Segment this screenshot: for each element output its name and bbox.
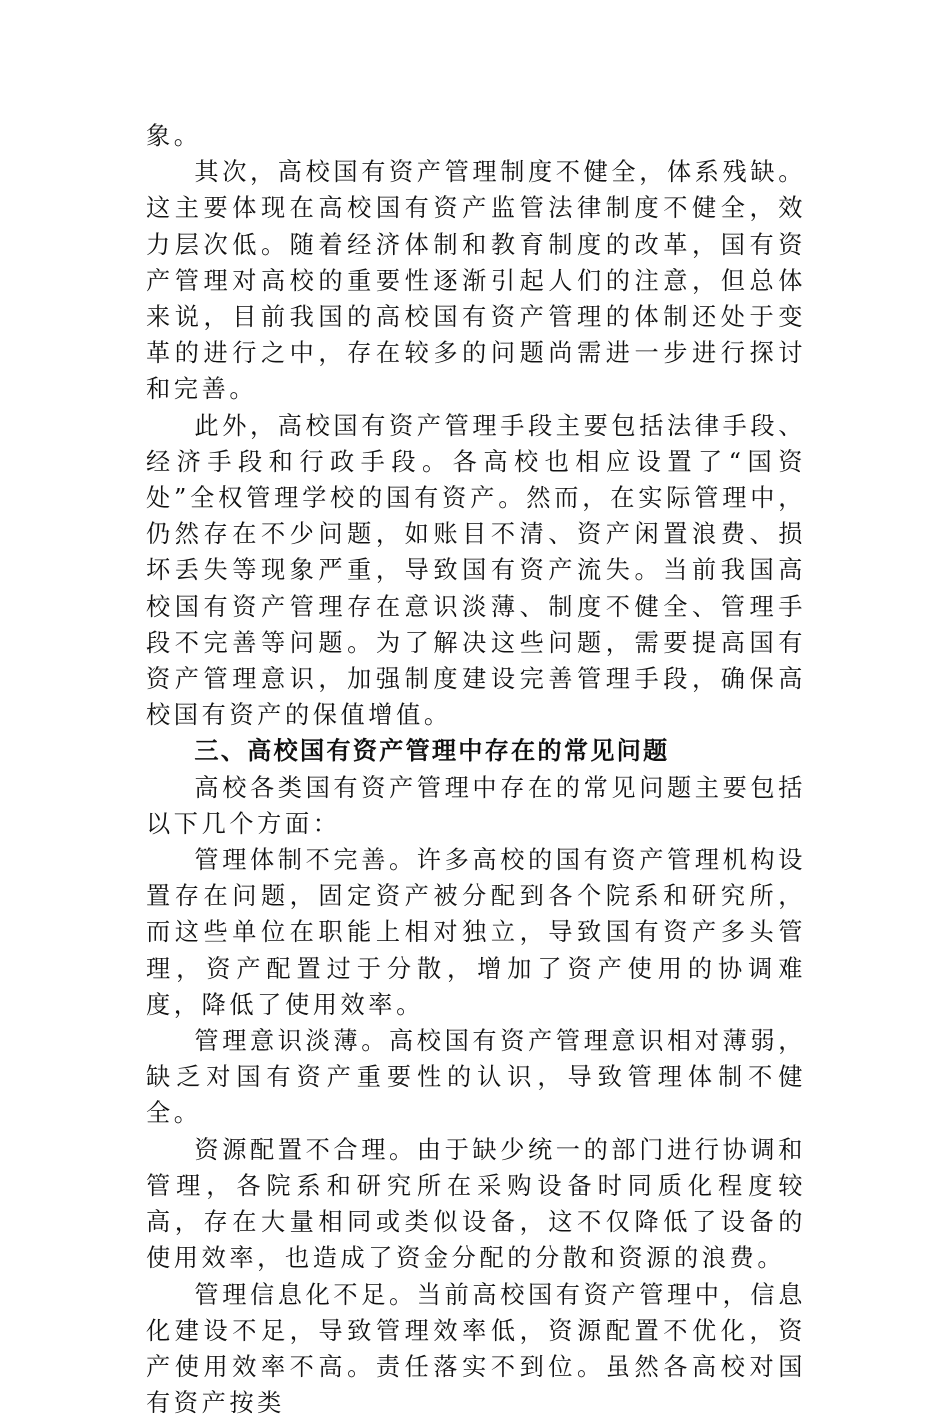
- paragraph-resource-allocation: 资源配置不合理。由于缺少统一的部门进行协调和管理，各院系和研究所在采购设备时同质化程度较高，存在大量相同或类似设备，这不仅降低了设备的使用效率，也造成了资金分配的分散和资源的浪费。: [146, 1132, 806, 1277]
- paragraph-system-incomplete: 其次，高校国有资产管理制度不健全，体系残缺。这主要体现在高校国有资产监管法律制度不健全，效力层次低。随着经济体制和教育制度的改革，国有资产管理对高校的重要性逐渐引起人们的注意，但总体来说，目前我国的高校国有资产管理的体制还处于变革的进行之中，存在较多的问题尚需进一步进行探讨和完善。: [146, 154, 806, 407]
- paragraph-management-awareness: 管理意识淡薄。高校国有资产管理意识相对薄弱，缺乏对国有资产重要性的认识，导致管理体制不健全。: [146, 1023, 806, 1132]
- paragraph-management-means: 此外，高校国有资产管理手段主要包括法律手段、经济手段和行政手段。各高校也相应设置了“国资处”全权管理学校的国有资产。然而，在实际管理中，仍然存在不少问题，如账目不清、资产闲置浪费、损坏丢失等现象严重，导致国有资产流失。当前我国高校国有资产管理存在意识淡薄、制度不健全、管理手段不完善等问题。为了解决这些问题，需要提高国有资产管理意识，加强制度建设完善管理手段，确保高校国有资产的保值增值。: [146, 408, 806, 734]
- paragraph-continuation: 象。: [146, 118, 806, 154]
- section-heading-common-problems: 三、高校国有资产管理中存在的常见问题: [146, 733, 806, 769]
- paragraph-problems-intro: 高校各类国有资产管理中存在的常见问题主要包括以下几个方面：: [146, 770, 806, 842]
- paragraph-management-system: 管理体制不完善。许多高校的国有资产管理机构设置存在问题，固定资产被分配到各个院系和研究所，而这些单位在职能上相对独立，导致国有资产多头管理，资产配置过于分散，增加了资产使用的协调难度，降低了使用效率。: [146, 842, 806, 1023]
- paragraph-informatization: 管理信息化不足。当前高校国有资产管理中，信息化建设不足，导致管理效率低，资源配置不优化，资产使用效率不高。责任落实不到位。虽然各高校对国有资产按类: [146, 1277, 806, 1421]
- document-body: [146, 118, 806, 1421]
